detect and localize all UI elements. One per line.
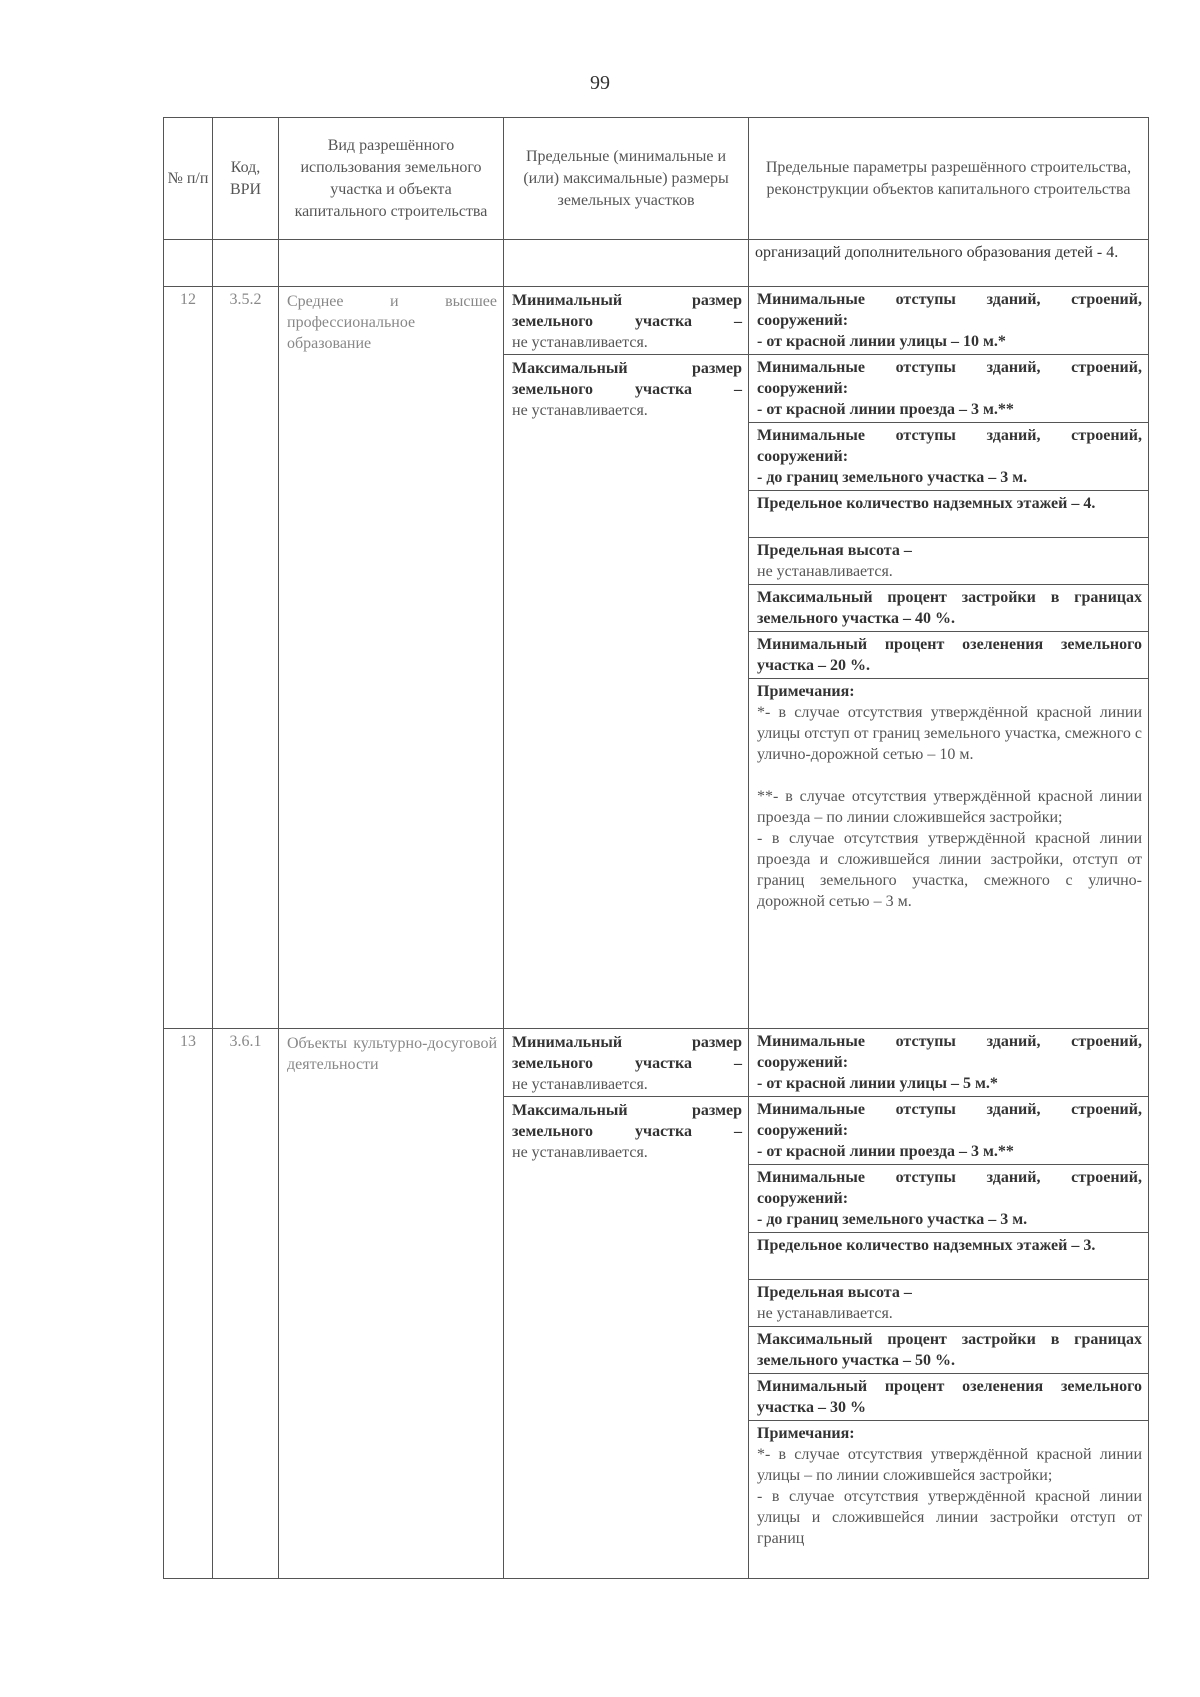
row-number: 12	[164, 287, 213, 1028]
table-row	[164, 287, 1149, 1029]
param-setback-passage: Минимальные отступы зданий, строений, сооружений: - от красной линии проезда – 3 м.**	[749, 1097, 1148, 1165]
row-code: 3.6.1	[213, 1029, 279, 1578]
continuation-text: организаций дополнительного образования детей - 4.	[749, 240, 1149, 286]
row-params-cell	[749, 1029, 1149, 1578]
regulations-table	[163, 117, 1149, 1579]
size-max: Максимальный размер земельного участка – не устанавливается.	[512, 1102, 742, 1161]
header-code: Код, ВРИ	[213, 118, 279, 239]
notes: Примечания: *- в случае отсутствия утверждённой красной линии улицы – по линии сложившейся застройки; - в случае отсутствия утверждённой красной линии улицы и сложившейся линии застройки отступ от границ	[757, 1425, 1142, 1547]
param-setback-passage: Минимальные отступы зданий, строений, сооружений: - от красной линии проезда – 3 м.**	[749, 355, 1148, 423]
param-greening-percent: Минимальный процент озеленения земельного участка – 20 %.	[749, 632, 1148, 679]
header-params: Предельные параметры разрешённого строительства, реконструкции объектов капитального строительства	[749, 118, 1149, 239]
row-size-cell	[504, 287, 749, 1028]
row-number: 13	[164, 1029, 213, 1578]
row-params-cell	[749, 287, 1149, 1028]
param-floors: Предельное количество надземных этажей – 4.	[749, 491, 1148, 538]
param-setback-boundary: Минимальные отступы зданий, строений, сооружений: - до границ земельного участка – 3 м.	[749, 1165, 1148, 1233]
param-building-percent: Максимальный процент застройки в границах земельного участка – 50 %.	[749, 1327, 1148, 1374]
table-header	[164, 118, 1149, 240]
param-floors: Предельное количество надземных этажей – 3.	[749, 1233, 1148, 1280]
row-size-cell	[504, 1029, 749, 1578]
row-code: 3.5.2	[213, 287, 279, 1028]
table-row	[164, 1029, 1149, 1579]
param-setback-boundary: Минимальные отступы зданий, строений, сооружений: - до границ земельного участка – 3 м.	[749, 423, 1148, 491]
notes: Примечания: *- в случае отсутствия утверждённой красной линии улицы отступ от границ земельного участка, смежного с улично-дорожной сетью – 10 м. **- в случае отсутствия утверждённой красной линии проезда – по линии сложившейся застройки; - в случае отсутствия утверждённой красной линии проезда и сложившейся линии застройки, отступ от границ земельного участка, смежного с улично-дорожной сетью – 3 м.	[757, 683, 1142, 910]
header-size: Предельные (минимальные и (или) максимальные) размеры земельных участков	[504, 118, 749, 239]
size-min: Минимальный размер земельного участка – не устанавливается.	[504, 287, 748, 355]
header-num: № п/п	[164, 118, 213, 239]
param-building-percent: Максимальный процент застройки в границах земельного участка – 40 %.	[749, 585, 1148, 632]
continuation-row	[164, 240, 1149, 287]
param-setback-street: Минимальные отступы зданий, строений, сооружений: - от красной линии улицы – 5 м.*	[749, 1029, 1148, 1097]
param-height: Предельная высота – не устанавливается.	[749, 1280, 1148, 1327]
param-greening-percent: Минимальный процент озеленения земельного участка – 30 %	[749, 1374, 1148, 1421]
size-min: Минимальный размер земельного участка – не устанавливается.	[504, 1029, 748, 1097]
size-max: Максимальный размер земельного участка – не устанавливается.	[512, 360, 742, 419]
header-kind: Вид разрешённого использования земельного участка и объекта капитального строительства	[279, 118, 504, 239]
row-kind: Объекты культурно-досуговой деятельности	[279, 1029, 504, 1578]
page-number: 99	[590, 72, 610, 94]
param-height: Предельная высота – не устанавливается.	[749, 538, 1148, 585]
row-kind: Среднее и высшее профессиональное образование	[279, 287, 504, 1028]
param-setback-street: Минимальные отступы зданий, строений, сооружений: - от красной линии улицы – 10 м.*	[749, 287, 1148, 355]
